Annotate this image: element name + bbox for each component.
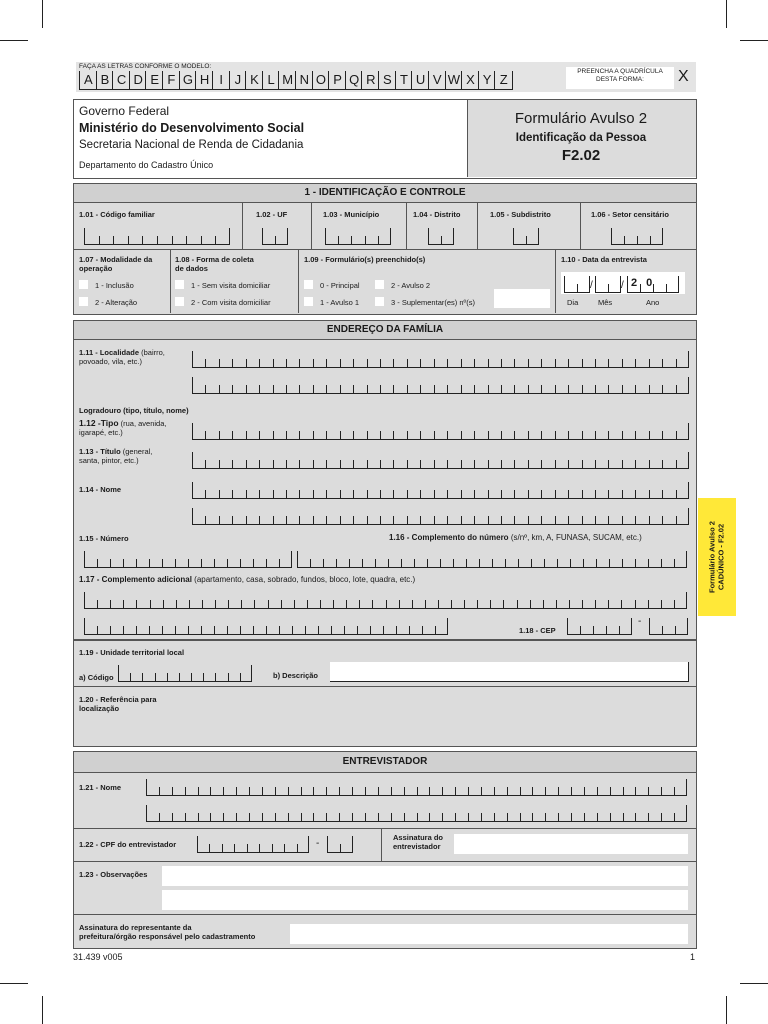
day-label: Dia bbox=[567, 298, 579, 307]
model-letter: K bbox=[245, 71, 263, 90]
observacoes-input-1[interactable] bbox=[162, 866, 688, 886]
date-sep-2: / bbox=[621, 280, 624, 291]
referencia-input[interactable] bbox=[132, 692, 688, 740]
f118-label: 1.18 - CEP bbox=[519, 626, 556, 635]
signature-interviewer-label: Assinatura do entrevistador bbox=[393, 833, 444, 851]
f119b-label: b) Descrição bbox=[273, 671, 319, 680]
f123-label: 1.23 - Observações bbox=[79, 870, 148, 879]
year-prefix: 2 0 bbox=[631, 277, 656, 289]
f109-label: 1.09 - Formulário(s) preenchido(s) bbox=[304, 255, 426, 264]
model-letter: D bbox=[129, 71, 147, 90]
complemento-adicional-input-2[interactable] bbox=[84, 618, 448, 635]
f120-label: 1.20 - Referência para localização bbox=[79, 695, 157, 713]
section-interviewer-title: ENTREVISTADOR bbox=[74, 752, 696, 773]
model-letter: S bbox=[378, 71, 396, 90]
f101-label: 1.01 - Código familiar bbox=[79, 210, 155, 219]
observacoes-input-2[interactable] bbox=[162, 890, 688, 910]
model-letter: C bbox=[112, 71, 130, 90]
unidade-descricao-input[interactable] bbox=[330, 662, 689, 682]
f121-label: 1.21 - Nome bbox=[79, 783, 122, 792]
avulso2-checkbox[interactable] bbox=[375, 280, 384, 289]
com-visita-checkbox[interactable] bbox=[175, 297, 184, 306]
f114-label: 1.14 - Nome bbox=[79, 485, 122, 494]
subdistrito-input[interactable] bbox=[513, 228, 539, 245]
model-letter: W bbox=[445, 71, 463, 90]
alteracao-checkbox[interactable] bbox=[79, 297, 88, 306]
f110-label: 1.10 - Data da entrevista bbox=[561, 255, 647, 264]
principal-checkbox[interactable] bbox=[304, 280, 313, 289]
fill-example-label: PREENCHA A QUADRÍCULA DESTA FORMA: bbox=[577, 68, 663, 84]
signature-rep-field[interactable] bbox=[290, 924, 688, 944]
model-letter: B bbox=[96, 71, 114, 90]
titulo-input[interactable] bbox=[192, 452, 689, 469]
model-letter: O bbox=[312, 71, 330, 90]
sem-visita-checkbox[interactable] bbox=[175, 280, 184, 289]
sem-visita-label: 1 - Sem visita domiciliar bbox=[191, 281, 271, 290]
model-letter: M bbox=[278, 71, 296, 90]
code-familiar-input[interactable] bbox=[84, 228, 230, 245]
f119a-label: a) Código bbox=[79, 673, 114, 682]
signature-interviewer-field[interactable] bbox=[454, 834, 688, 854]
numero-input[interactable] bbox=[84, 551, 292, 568]
cep-dash: - bbox=[638, 616, 642, 627]
f108-label: 1.08 - Forma de coleta de dados bbox=[175, 255, 254, 273]
avulso1-checkbox[interactable] bbox=[304, 297, 313, 306]
section-identification-title: 1 - IDENTIFICAÇÃO E CONTROLE bbox=[74, 184, 696, 203]
side-tab-text bbox=[698, 498, 736, 616]
ministry-label: Ministério do Desenvolvimento Social bbox=[79, 121, 305, 135]
unidade-codigo-input[interactable] bbox=[118, 665, 252, 682]
inclusao-label: 1 - Inclusão bbox=[95, 281, 134, 290]
f106-label: 1.06 - Setor censitário bbox=[591, 210, 669, 219]
model-letter: L bbox=[262, 71, 280, 90]
model-letter: I bbox=[212, 71, 230, 90]
model-letters-row bbox=[79, 71, 511, 91]
model-letter: G bbox=[179, 71, 197, 90]
footer-code: 31.439 v005 bbox=[73, 952, 123, 962]
uf-input[interactable] bbox=[262, 228, 288, 245]
date-sep-1: / bbox=[590, 280, 593, 291]
department-label: Departamento do Cadastro Único bbox=[79, 160, 214, 170]
model-letter: H bbox=[195, 71, 213, 90]
model-letter: U bbox=[411, 71, 429, 90]
nome-logradouro-input-2[interactable] bbox=[192, 508, 689, 525]
com-visita-label: 2 - Com visita domiciliar bbox=[191, 298, 271, 307]
suplementar-label: 3 - Suplementar(es) nº(s) bbox=[391, 298, 476, 307]
complemento-adicional-input-1[interactable] bbox=[84, 592, 687, 609]
complemento-numero-input[interactable] bbox=[297, 551, 687, 568]
f115-label: 1.15 - Número bbox=[79, 534, 129, 543]
form-code: F2.02 bbox=[561, 147, 601, 164]
entrevistador-nome-input-2[interactable] bbox=[146, 805, 687, 822]
fill-example-mark: X bbox=[678, 68, 689, 85]
model-letter: N bbox=[295, 71, 313, 90]
f102-label: 1.02 - UF bbox=[256, 210, 288, 219]
suplementar-checkbox[interactable] bbox=[375, 297, 384, 306]
entrevistador-nome-input-1[interactable] bbox=[146, 779, 687, 796]
f104-label: 1.04 - Distrito bbox=[413, 210, 461, 219]
localidade-input-2[interactable] bbox=[192, 377, 689, 394]
f117-label: 1.17 - Complemento adicional (apartamento, casa, sobrado, fundos, bloco, lote, quadra, etc.) bbox=[79, 575, 416, 584]
model-letter: Q bbox=[345, 71, 363, 90]
f103-label: 1.03 - Município bbox=[323, 210, 380, 219]
model-letter: R bbox=[361, 71, 379, 90]
principal-label: 0 - Principal bbox=[320, 281, 360, 290]
f111-label: 1.11 - Localidade (bairro, povoado, vila, etc.) bbox=[79, 348, 165, 366]
municipio-input[interactable] bbox=[325, 228, 391, 245]
model-letter: E bbox=[145, 71, 163, 90]
month-input[interactable] bbox=[595, 276, 621, 293]
f113-label: 1.13 - Título (general, santa, pintor, etc.) bbox=[79, 447, 153, 465]
cpf-digit-input[interactable] bbox=[327, 836, 353, 853]
model-letter: Z bbox=[494, 71, 513, 90]
form-title: Formulário Avulso 2 bbox=[514, 110, 648, 127]
model-letter: F bbox=[162, 71, 180, 90]
inclusao-checkbox[interactable] bbox=[79, 280, 88, 289]
f107-label: 1.07 - Modalidade da operação bbox=[79, 255, 153, 273]
model-letter: Y bbox=[478, 71, 496, 90]
f119-label: 1.19 - Unidade territorial local bbox=[79, 648, 185, 657]
cep-input[interactable] bbox=[567, 618, 632, 635]
avulso1-label: 1 - Avulso 1 bbox=[320, 298, 360, 307]
avulso2-label: 2 - Avulso 2 bbox=[391, 281, 431, 290]
cep-suffix-input[interactable] bbox=[649, 618, 688, 635]
model-letter: A bbox=[79, 71, 97, 90]
alteracao-label: 2 - Alteração bbox=[95, 298, 138, 307]
model-letter: T bbox=[395, 71, 413, 90]
model-letter: P bbox=[328, 71, 346, 90]
secretariat-label: Secretaria Nacional de Renda de Cidadania bbox=[79, 139, 304, 151]
localidade-input-1[interactable] bbox=[192, 351, 689, 368]
model-letter: V bbox=[428, 71, 446, 90]
f122-label: 1.22 - CPF do entrevistador bbox=[79, 840, 177, 849]
form-subtitle: Identificação da Pessoa bbox=[515, 132, 647, 144]
signature-rep-label: Assinatura do representante da prefeitura/órgão responsável pelo cadastramento bbox=[79, 923, 256, 941]
logradouro-label: Logradouro (tipo, título, nome) bbox=[79, 406, 189, 415]
f116-label: 1.16 - Complemento do número (s/nº, km, A, FUNASA, SUCAM, etc.) bbox=[389, 533, 642, 542]
side-tab-line1: Formulário Avulso 2 bbox=[707, 521, 717, 593]
cpf-dash: - bbox=[316, 838, 320, 849]
section-address-title: ENDEREÇO DA FAMÍLIA bbox=[74, 321, 696, 340]
month-label: Mês bbox=[598, 298, 613, 307]
model-letter: J bbox=[229, 71, 247, 90]
f112-label: 1.12 -Tipo (rua, avenida, igarapé, etc.) bbox=[79, 418, 167, 438]
page-number: 1 bbox=[690, 952, 696, 962]
f105-label: 1.05 - Subdistrito bbox=[490, 210, 551, 219]
tipo-input[interactable] bbox=[192, 423, 689, 440]
setor-input[interactable] bbox=[611, 228, 663, 245]
cpf-input[interactable] bbox=[197, 836, 309, 853]
day-input[interactable] bbox=[564, 276, 590, 293]
model-letters-label: FAÇA AS LETRAS CONFORME O MODELO: bbox=[79, 63, 212, 70]
gov-label: Governo Federal bbox=[79, 104, 170, 118]
model-letter: X bbox=[461, 71, 479, 90]
distrito-input[interactable] bbox=[428, 228, 454, 245]
side-tab-line2: CADÚNICO - F2.02 bbox=[717, 523, 726, 591]
year-label: Ano bbox=[646, 298, 660, 307]
suplementar-input[interactable] bbox=[494, 289, 550, 308]
nome-logradouro-input-1[interactable] bbox=[192, 482, 689, 499]
